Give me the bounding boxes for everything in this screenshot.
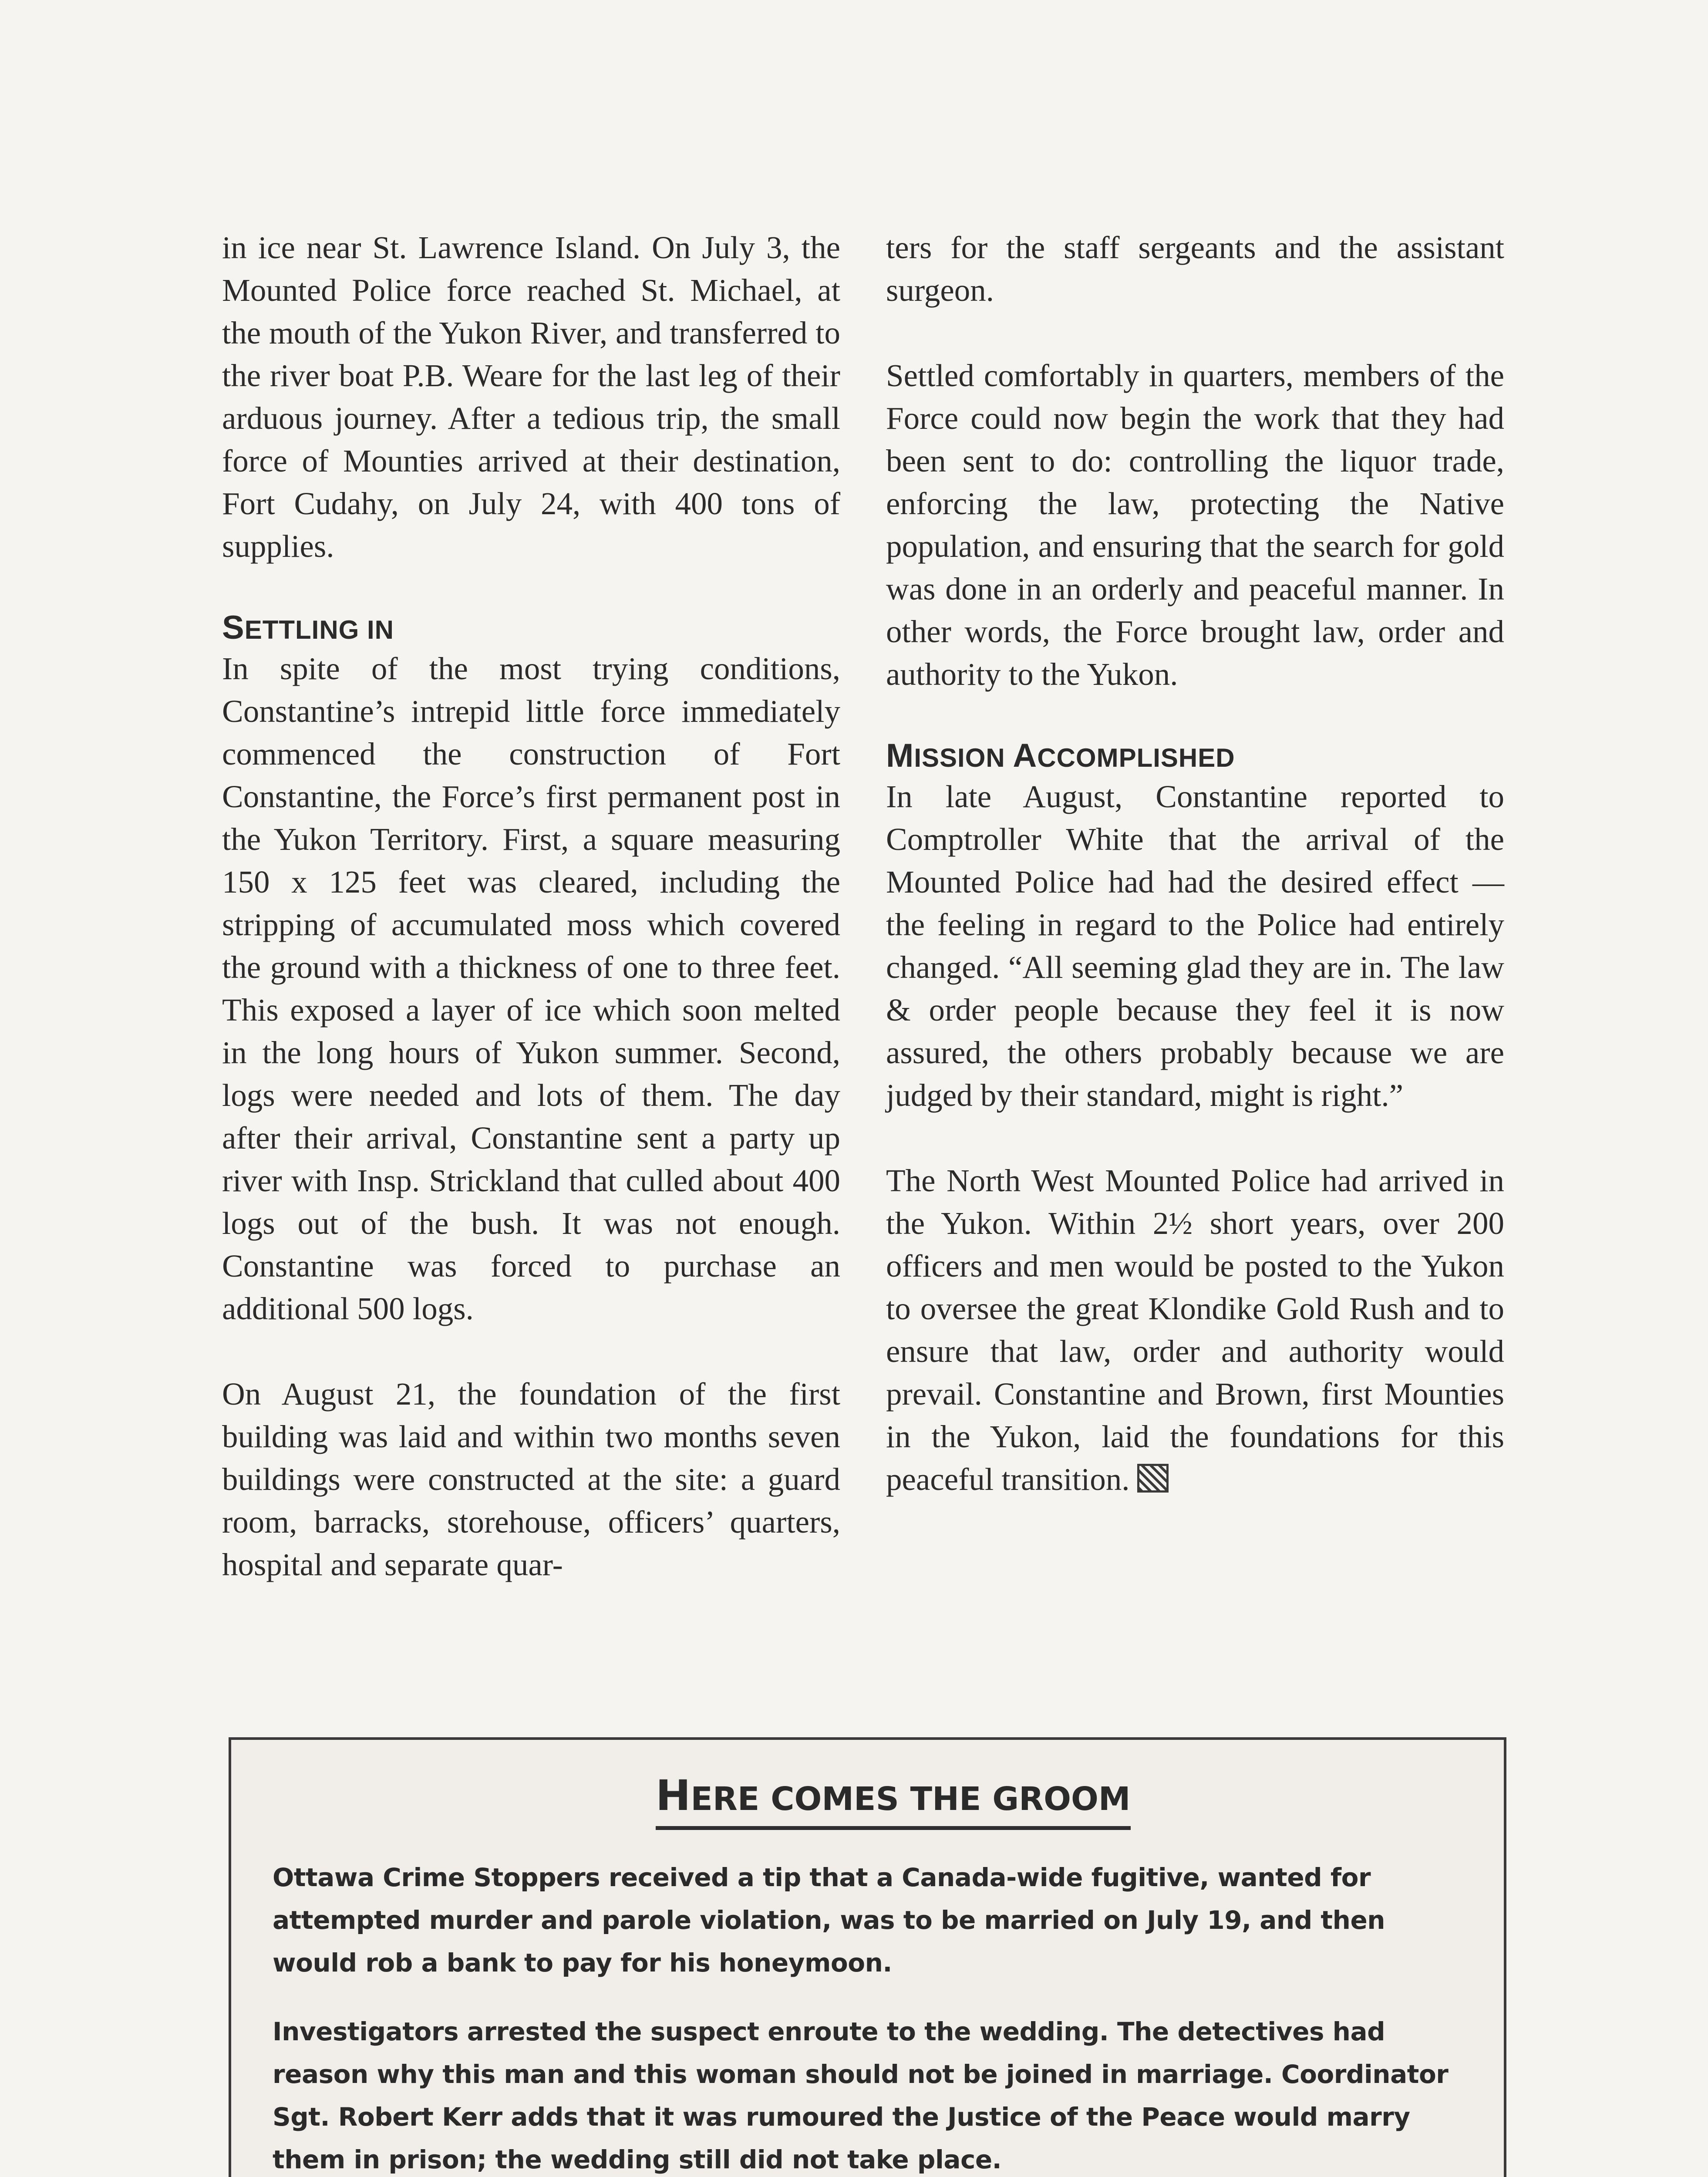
sidebar-box [229,1737,1506,2177]
heading-rest: CCOMPLISHED [1037,743,1235,772]
section-heading-mission-accomplished [886,738,1504,775]
end-of-article-icon [1137,1464,1169,1493]
title-rest: ERE COMES THE GROOM [691,1780,1131,1818]
heading-rest: ISSION [914,743,1013,772]
body-paragraph: ters for the staff sergeants and the assistant surgeon. [886,230,1504,308]
left-column [222,226,840,1586]
body-paragraph: On August 21, the foundation of the first building was laid and within two months seven buildings were constructed at the site: a guard room, barracks, storehouse, officers’ quarters, hospital and separate quar- [222,1376,840,1582]
sidebar-title [656,1771,1131,1830]
section-heading-settling-in [222,610,840,647]
heading-initial: M [886,737,914,774]
sidebar-paragraph: Investigators arrested the suspect enroute to the wedding. The detectives had reason why this man and this woman should not be joined in marriage. Coordinator Sgt. Robert Kerr adds that it was rumoured the Justice of the Peace would marry them in prison; the wedding still did not take place. [273,2017,1449,2174]
sidebar-paragraph: Ottawa Crime Stoppers received a tip that a Canada-wide fugitive, wanted for attempted murder and parole violation, was to be married on July 19, and then would rob a bank to pay for his honeymoon. [273,1863,1385,1978]
body-paragraph: In spite of the most trying conditions, Constantine’s intrepid little force immediately commenced the construction of Fort Constantine, the Force’s first permanent post in the Yukon Territory. First, a square measuring 150 x 125 feet was cleared, including the stripping of accumulated moss which covered the ground with a thickness of one to three feet. This exposed a layer of ice which soon melted in the long hours of Yukon summer. Second, logs were needed and lots of them. The day after their arrival, Constantine sent a party up river with Insp. Strickland that culled about 400 logs out of the bush. It was not enough. Constantine was forced to purchase an additional 500 logs. [222,651,840,1326]
right-column [886,226,1504,1501]
heading-rest: ETTLING IN [244,615,394,644]
closing-text: The North West Mounted Police had arrived in the Yukon. Within 2½ short years, over 200 officers and men would be posted to the Yukon to oversee the great Klondike Gold Rush and to ensure that law, order and authority would prevail. Constantine and Brown, first Mounties in the Yukon, laid the foundations for this peaceful transition. [886,1163,1504,1497]
heading-initial: S [222,609,245,646]
body-paragraph [886,1159,1504,1501]
heading-initial: A [1013,737,1038,774]
body-paragraph: In late August, Constantine reported to Comptroller White that the arrival of the Mounted Police had had the desired effect — the feeling in regard to the Police had entirely changed. “All seeming glad they are in. The law & order people because they feel it is now assured, the others probably because we are judged by their standard, might is right.” [886,779,1504,1113]
body-paragraph: Settled comfortably in quarters, members of the Force could now begin the work that they had been sent to do: controlling the liquor trade, enforcing the law, protecting the Native population, and ensuring that the search for gold was done in an orderly and peaceful manner. In other words, the Force brought law, order and authority to the Yukon. [886,358,1504,692]
title-initial: H [656,1771,691,1820]
body-paragraph: in ice near St. Lawrence Island. On July 3, the Mounted Police force reached St. Michael, at the mouth of the Yukon River, and transferred to the river boat P.B. Weare for the last leg of their arduous journey. After a tedious trip, the small force of Mounties arrived at their destination, Fort Cudahy, on July 24, with 400 tons of supplies. [222,230,840,564]
